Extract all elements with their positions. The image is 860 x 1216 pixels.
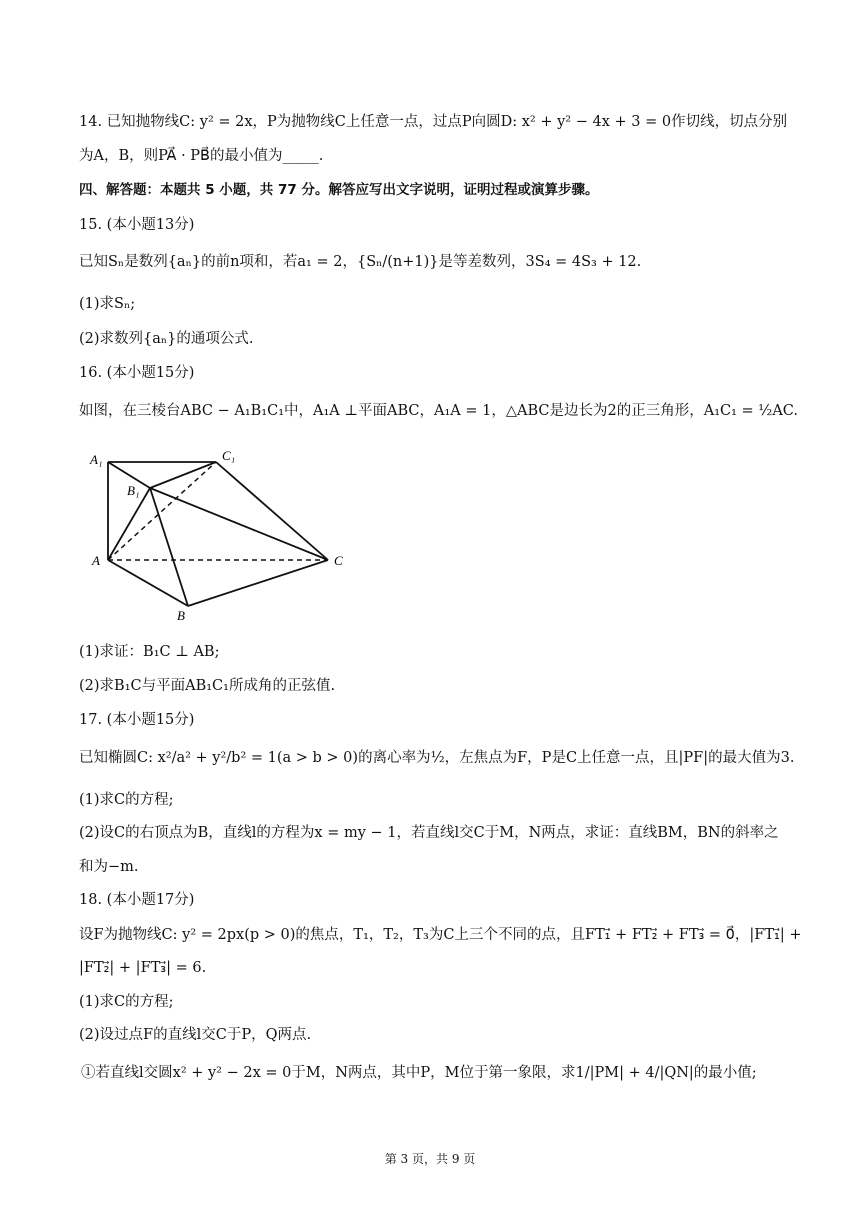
q18-part1: (1)求C的方程;: [79, 994, 174, 1010]
q17-header: 17. (本小题15分): [79, 712, 195, 728]
page-footer: 第 3 页，共 9 页: [384, 1152, 476, 1166]
label-a1: A₁: [90, 452, 103, 467]
q14-line1: 14. 已知抛物线C: y² = 2x，P为抛物线C上任意一点，过点P向圆D: x² + y² − 4x + 3 = 0作切线，切点分别: [79, 114, 788, 130]
label-a: A: [92, 553, 100, 568]
q14-line2: 为A，B，则PA⃗ · PB⃗的最小值为_____.: [79, 148, 324, 164]
q17-part2-line1: (2)设C的右顶点为B，直线l的方程为x = my − 1，若直线l交C于M，N两点，求证：直线BM，BN的斜率之: [79, 825, 779, 841]
edge-bc: [188, 560, 328, 606]
q18-part2: (2)设过点F的直线l交C于P，Q两点.: [79, 1027, 312, 1043]
q15-header: 15. (本小题13分): [79, 217, 195, 233]
edge-ac1-hidden: [108, 462, 216, 560]
q16-part2: (2)求B₁C与平面AB₁C₁所成角的正弦值.: [79, 678, 336, 694]
section-heading: 四、解答题：本题共 5 小题，共 77 分。解答应写出文字说明，证明过程或演算步骤。: [79, 182, 599, 198]
edge-c1c: [216, 462, 328, 560]
q15-stem: 已知Sₙ是数列{aₙ}的前n项和，若a₁ = 2，{Sₙ/(n+1)}是等差数列，3S₄ = 4S₃ + 12.: [79, 254, 642, 270]
q17-stem: 已知椭圆C: x²/a² + y²/b² = 1(a > b > 0)的离心率为½，左焦点为F，P是C上任意一点，且|PF|的最大值为3.: [79, 750, 795, 766]
edge-c1b1: [150, 462, 216, 488]
prism-figure: [84, 448, 354, 628]
q15-part1: (1)求Sₙ;: [79, 296, 136, 312]
label-c1: C₁: [222, 448, 236, 463]
q16-stem: 如图，在三棱台ABC − A₁B₁C₁中，A₁A ⊥平面ABC，A₁A = 1，△ABC是边长为2的正三角形，A₁C₁ = ½AC.: [79, 403, 798, 419]
q17-part1: (1)求C的方程;: [79, 792, 174, 808]
q17-part2-line2: 和为−m.: [79, 859, 139, 875]
q16-part1: (1)求证：B₁C ⊥ AB;: [79, 644, 220, 660]
q15-part2: (2)求数列{aₙ}的通项公式.: [79, 331, 254, 347]
q18-part2-sub1: ①若直线l交圆x² + y² − 2x = 0于M，N两点，其中P，M位于第一象限，求1/|PM| + 4/|QN|的最小值;: [81, 1065, 757, 1081]
label-c: C: [334, 553, 343, 568]
label-b: B: [177, 608, 185, 623]
q18-stem-line2: |FT₂⃗| + |FT₃⃗| = 6.: [79, 960, 207, 976]
edge-b1c: [150, 488, 328, 560]
edge-b1a: [108, 488, 150, 560]
q18-header: 18. (本小题17分): [79, 892, 195, 908]
label-b1: B₁: [127, 483, 140, 498]
q18-stem-line1: 设F为抛物线C: y² = 2px(p > 0)的焦点，T₁，T₂，T₃为C上三个不同的点，且FT₁⃗ + FT₂⃗ + FT₃⃗ = 0⃗，|FT₁⃗| +: [79, 927, 802, 943]
q16-header: 16. (本小题15分): [79, 365, 195, 381]
